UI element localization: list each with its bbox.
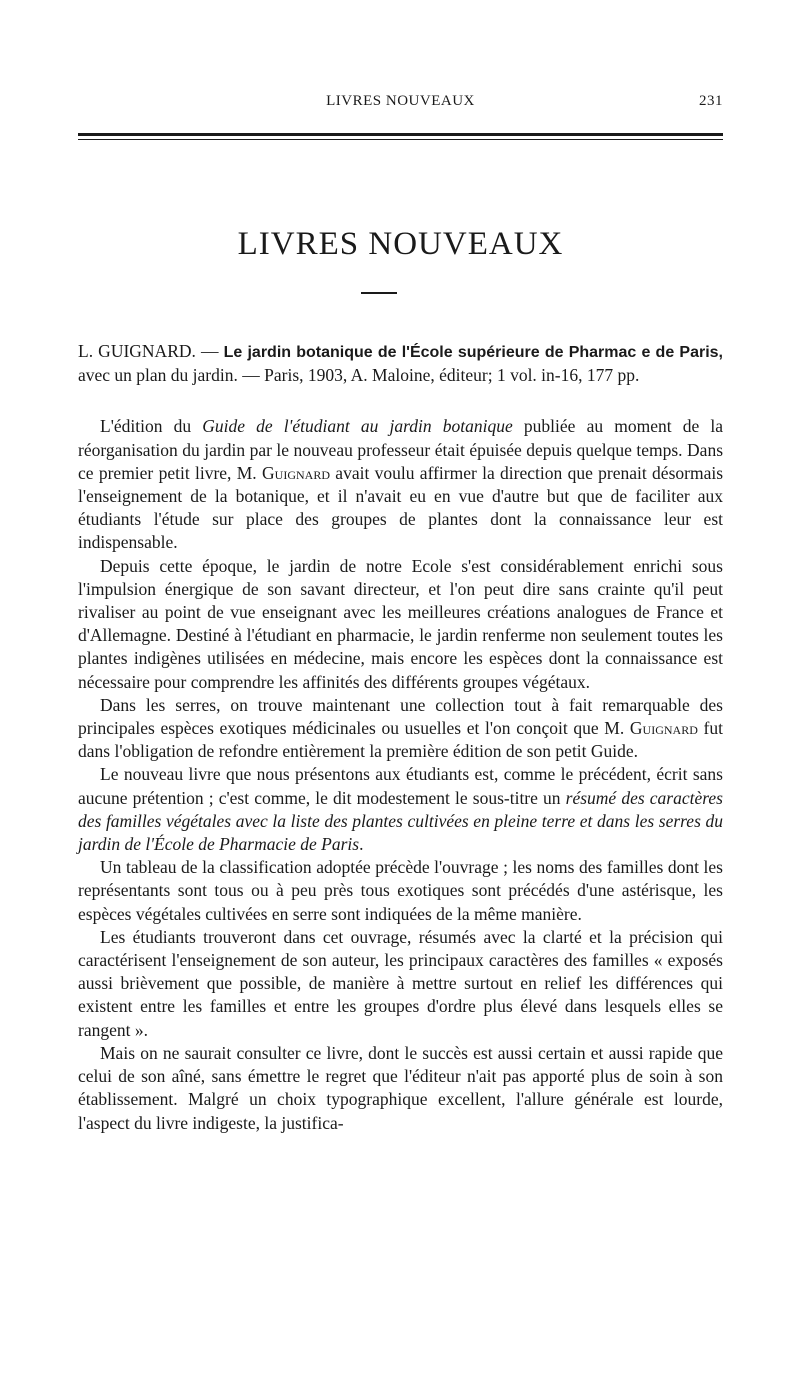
paragraph-1-text-c: avait voulu affirmer la direction que prenait désormais l'enseignement de la botanique, et il n'avait eu en vue d'autre but que de faciliter aux étudiants l'étude sur place des groupes de plantes dont la connaissance leur est indispensable.	[78, 462, 724, 553]
paragraph-4-text-b: .	[359, 834, 364, 855]
paragraph-3-text-b: fut dans l'obligation de refondre entièrement la première édition de son petit Guide.	[78, 718, 723, 762]
paragraph-2: Depuis cette époque, le jardin de notre Ecole s'est considérablement enrichi sous l'impulsion énergique de son savant directeur, et l'on peut dire sans crainte qu'il peut rivaliser au point de vue enseignant avec les meilleures créations analogues de France et d'Allemagne. Destiné à l'étudiant en pharmacie, le jardin renferme non seulement toutes les plantes indigènes utilisées en médecine, mais encore les espèces dont la connaissance est nécessaire pour comprendre les affinités des différents groupes végétaux.	[78, 555, 723, 692]
entry-title: Le jardin botanique de l'École supérieure de Pharmac e de Paris,	[223, 344, 723, 361]
article-body	[78, 340, 723, 1135]
paragraph-3	[78, 694, 723, 764]
paragraph-7: Mais on ne saurait consulter ce livre, dont le succès est aussi certain et aussi rapide que celui de son aîné, sans émettre le regret que l'éditeur n'ait pas apporté plus de soin à son établissement. Malgré un choix typographique excellent, l'allure générale est lourde, l'aspect du livre indigeste, la justifica-	[78, 1042, 723, 1133]
page-number: 231	[699, 93, 723, 109]
header-rule-thin	[78, 139, 723, 140]
paragraph-1	[78, 415, 723, 554]
title-rule	[361, 292, 397, 294]
running-title: LIVRES NOUVEAUX	[326, 93, 475, 109]
header-rule-thick	[78, 133, 723, 136]
entry-author: L. GUIGNARD.	[78, 341, 196, 361]
paragraph-5: Un tableau de la classification adoptée précède l'ouvrage ; les noms des familles dont les représentants sont tous ou à peu près tous exotiques sont précédés d'une astérisque, les espèces végétales cultivées en serre sont indiquées de la même manière.	[78, 857, 723, 924]
section-title: LIVRES NOUVEAUX	[237, 226, 564, 262]
entry-dash: —	[195, 341, 224, 361]
paragraph-4	[78, 763, 723, 856]
paragraph-3-text-a: Dans les serres, on trouve maintenant une collection tout à fait remarquable des principales espèces exotiques médicinales ou usuelles et l'on conçoit que M.	[78, 694, 723, 739]
paragraph-1-text-a: L'édition du	[100, 416, 203, 437]
bibliographic-entry	[78, 340, 723, 387]
paragraph-4-italic: résumé des caractères des familles végétales avec la liste des plantes cultivées en pleine terre et dans les serres du jardin de l'École de Pharmacie de Paris	[78, 787, 723, 855]
paragraph-4-text-a: Le nouveau livre que nous présentons aux étudiants est, comme le précédent, écrit sans aucune prétention ; c'est comme, le dit modestement le sous-titre un	[78, 764, 723, 808]
entry-details: avec un plan du jardin. — Paris, 1903, A. Maloine, éditeur; 1 vol. in-16, 177 pp.	[78, 365, 640, 386]
paragraph-6: Les étudiants trouveront dans cet ouvrage, résumés avec la clarté et la précision qui caractérisent l'enseignement de son auteur, les principaux caractères des familles « exposés aussi brièvement que possible, de manière à mettre surtout en relief les différences qui existent entre les familles et entre les groupes d'ordre plus élevé dans lesquels elles se rangent ».	[78, 926, 723, 1040]
paragraph-1-name: Guignard	[262, 462, 330, 483]
paragraph-1-italic: Guide de l'étudiant au jardin botanique	[202, 416, 513, 437]
running-head	[78, 93, 723, 115]
paragraph-1-text-b: publiée au moment de la réorganisation du jardin par le nouveau professeur était épuisée depuis quelque temps. Dans ce premier petit livre, M.	[78, 416, 724, 483]
paragraph-3-name: Guignard	[629, 718, 698, 739]
